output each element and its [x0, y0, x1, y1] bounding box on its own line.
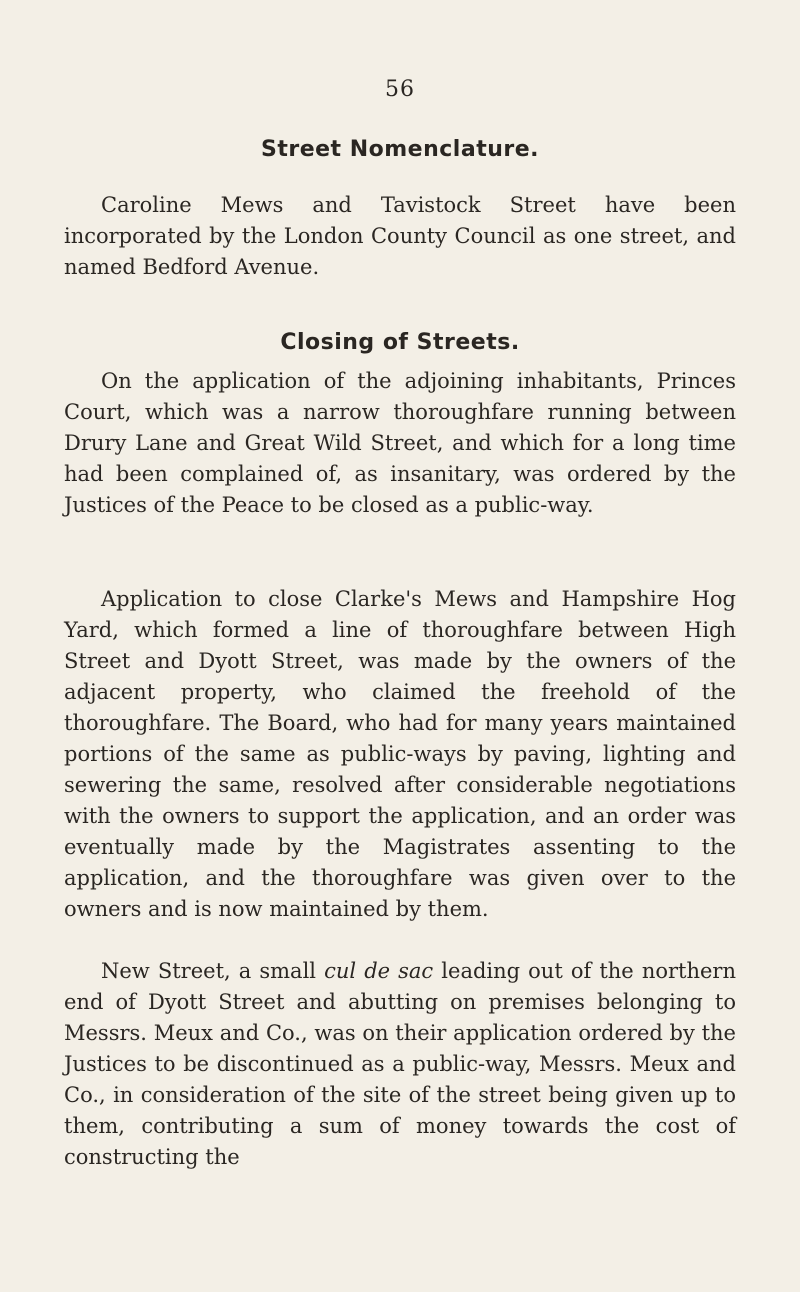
paragraph-street-nomenclature: Caroline Mews and Tavistock Street have been incorporated by the London County Council as one street, and named Bedford Avenue. — [64, 193, 736, 279]
paragraph-text-after: leading out of the northern end of Dyott Street and abutting on premises belonging to Messrs. Meux and Co., was on their application ordered by the Justices to be discontinued as a public-way, Messrs. Meux and Co., in consideration of the site of the street being given up to them, contributing a sum of money towards the cost of constructing the — [64, 959, 736, 1169]
paragraph-text-before: New Street, a small — [101, 959, 317, 983]
section-heading-street-nomenclature: Street Nomenclature. — [261, 137, 539, 162]
page-number: 56 — [385, 77, 415, 102]
paragraph-new-street — [64, 956, 736, 1173]
italic-phrase: cul de sac — [324, 959, 434, 983]
paragraph-clarkes-mews: Application to close Clarke's Mews and Hampshire Hog Yard, which formed a line of thoroughfare between High Street and Dyott Street, was made by the owners of the adjacent property, who claimed the freehold of the thoroughfare. The Board, who had for many years maintained portions of the same as public-ways by paving, lighting and sewering the same, resolved after considerable negotiations with the owners to support the application, and an order was eventually made by the Magistrates assenting to the application, and the thoroughfare was given over to the owners and is now maintained by them. — [64, 587, 736, 921]
section-heading-closing-of-streets: Closing of Streets. — [280, 330, 520, 355]
paragraph-princes-court: On the application of the adjoining inhabitants, Princes Court, which was a narrow thoroughfare running between Drury Lane and Great Wild Street, and which for a long time had been complained of, as insanitary, was ordered by the Justices of the Peace to be closed as a public-way. — [64, 369, 736, 517]
